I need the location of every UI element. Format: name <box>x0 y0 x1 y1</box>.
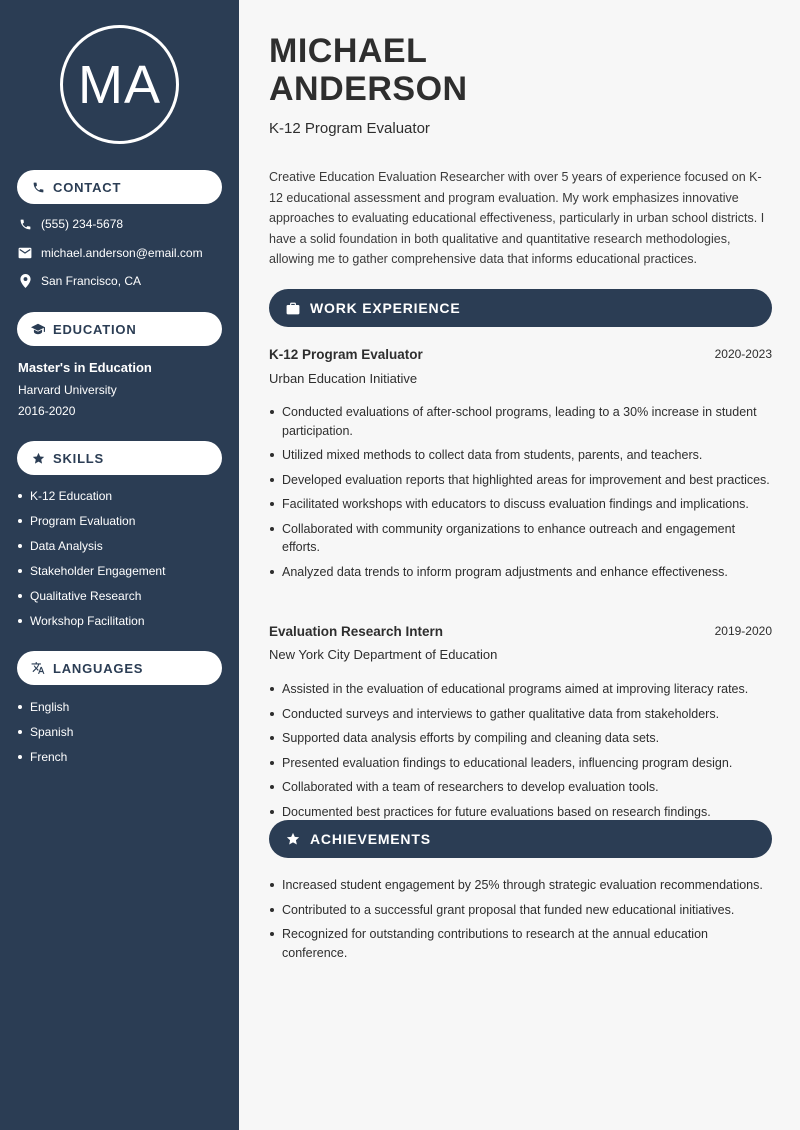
skill-item: Program Evaluation <box>18 508 165 533</box>
job-title: K-12 Program Evaluator <box>269 347 423 362</box>
skill-item: Data Analysis <box>18 533 165 558</box>
skills-list <box>18 483 165 633</box>
contact-phone-row <box>18 217 123 231</box>
briefcase-icon <box>286 301 300 315</box>
skill-item: K-12 Education <box>18 483 165 508</box>
translate-icon <box>31 661 45 675</box>
education-years: 2016-2020 <box>18 404 76 418</box>
contact-location: San Francisco, CA <box>41 274 142 288</box>
name-first: MICHAEL <box>269 32 428 70</box>
job-bullet: Supported data analysis efforts by compiling and cleaning data sets. <box>269 729 774 748</box>
skills-heading-pill <box>17 441 222 475</box>
location-pin-icon <box>18 274 32 288</box>
language-item: English <box>18 694 73 719</box>
education-heading-pill <box>17 312 222 346</box>
skill-item: Stakeholder Engagement <box>18 558 165 583</box>
contact-phone[interactable]: (555) 234-5678 <box>41 217 124 231</box>
contact-email-row <box>18 246 203 260</box>
job-organization: Urban Education Initiative <box>269 371 418 386</box>
sidebar <box>0 0 239 1130</box>
contact-location-row <box>18 274 141 288</box>
job-bullet: Documented best practices for future evaluations based on research findings. <box>269 803 774 822</box>
job-years: 2020-2023 <box>714 347 772 361</box>
contact-heading-pill <box>17 170 222 204</box>
skills-heading: SKILLS <box>53 450 105 466</box>
job-bullet: Conducted surveys and interviews to gather qualitative data from stakeholders. <box>269 705 774 724</box>
education-school: Harvard University <box>18 383 117 397</box>
job-title: Evaluation Research Intern <box>269 624 444 639</box>
job-bullet: Collaborated with community organizations to enhance outreach and engagement efforts. <box>269 520 774 557</box>
skill-item: Qualitative Research <box>18 583 165 608</box>
job-bullets <box>269 680 774 827</box>
phone-icon <box>18 217 32 231</box>
languages-list <box>18 694 73 769</box>
education-heading: EDUCATION <box>53 321 137 337</box>
job-bullet: Collaborated with a team of researchers to develop evaluation tools. <box>269 778 774 797</box>
education-degree: Master's in Education <box>18 360 152 375</box>
name-last: ANDERSON <box>269 70 468 108</box>
achievement-item: Contributed to a successful grant proposal that funded new educational initiatives. <box>269 901 774 920</box>
main-content <box>239 0 800 1130</box>
contact-email[interactable]: michael.anderson@email.com <box>41 246 203 260</box>
job-bullet: Conducted evaluations of after-school programs, leading to a 30% increase in student participation. <box>269 403 774 440</box>
work-experience-heading-pill <box>269 289 772 327</box>
job-bullet: Presented evaluation findings to educational leaders, influencing program design. <box>269 754 774 773</box>
star-icon <box>31 451 45 465</box>
job-bullet: Assisted in the evaluation of educational programs aimed at improving literacy rates. <box>269 680 774 699</box>
profile-summary: Creative Education Evaluation Researcher with over 5 years of experience focused on K-12 educational assessment and program evaluation. My work emphasizes innovative approaches to evaluating educational effectiveness, particularly in urban school districts. I have a solid foundation in both qualitative and quantitative research methodologies, allowing me to gather comprehensive data that informs educational practices. <box>269 170 765 266</box>
job-years: 2019-2020 <box>714 624 772 638</box>
work-experience-heading: WORK EXPERIENCE <box>310 300 461 316</box>
avatar-initials: MA <box>78 54 161 115</box>
avatar <box>60 25 179 144</box>
skill-item: Workshop Facilitation <box>18 608 165 633</box>
language-item: Spanish <box>18 719 73 744</box>
achievements-heading: ACHIEVEMENTS <box>310 831 431 847</box>
contact-heading: CONTACT <box>53 179 122 195</box>
job-bullet: Developed evaluation reports that highlighted areas for improvement and best practices. <box>269 471 774 490</box>
job-bullet: Facilitated workshops with educators to discuss evaluation findings and implications. <box>269 495 774 514</box>
star-icon <box>286 832 300 846</box>
achievement-item: Recognized for outstanding contributions to research at the annual education conference. <box>269 925 774 962</box>
candidate-name <box>269 32 468 108</box>
language-item: French <box>18 744 73 769</box>
languages-heading-pill <box>17 651 222 685</box>
job-bullets <box>269 403 774 587</box>
job-bullet: Utilized mixed methods to collect data from students, parents, and teachers. <box>269 446 774 465</box>
phone-icon <box>31 180 45 194</box>
job-headline: K-12 Program Evaluator <box>269 120 430 137</box>
achievements-list <box>269 876 774 968</box>
email-icon <box>18 246 32 260</box>
achievement-item: Increased student engagement by 25% through strategic evaluation recommendations. <box>269 876 774 895</box>
job-bullet: Analyzed data trends to inform program adjustments and enhance effectiveness. <box>269 563 774 582</box>
job-organization: New York City Department of Education <box>269 647 498 662</box>
graduation-cap-icon <box>31 322 45 336</box>
languages-heading: LANGUAGES <box>53 660 144 676</box>
achievements-heading-pill <box>269 820 772 858</box>
